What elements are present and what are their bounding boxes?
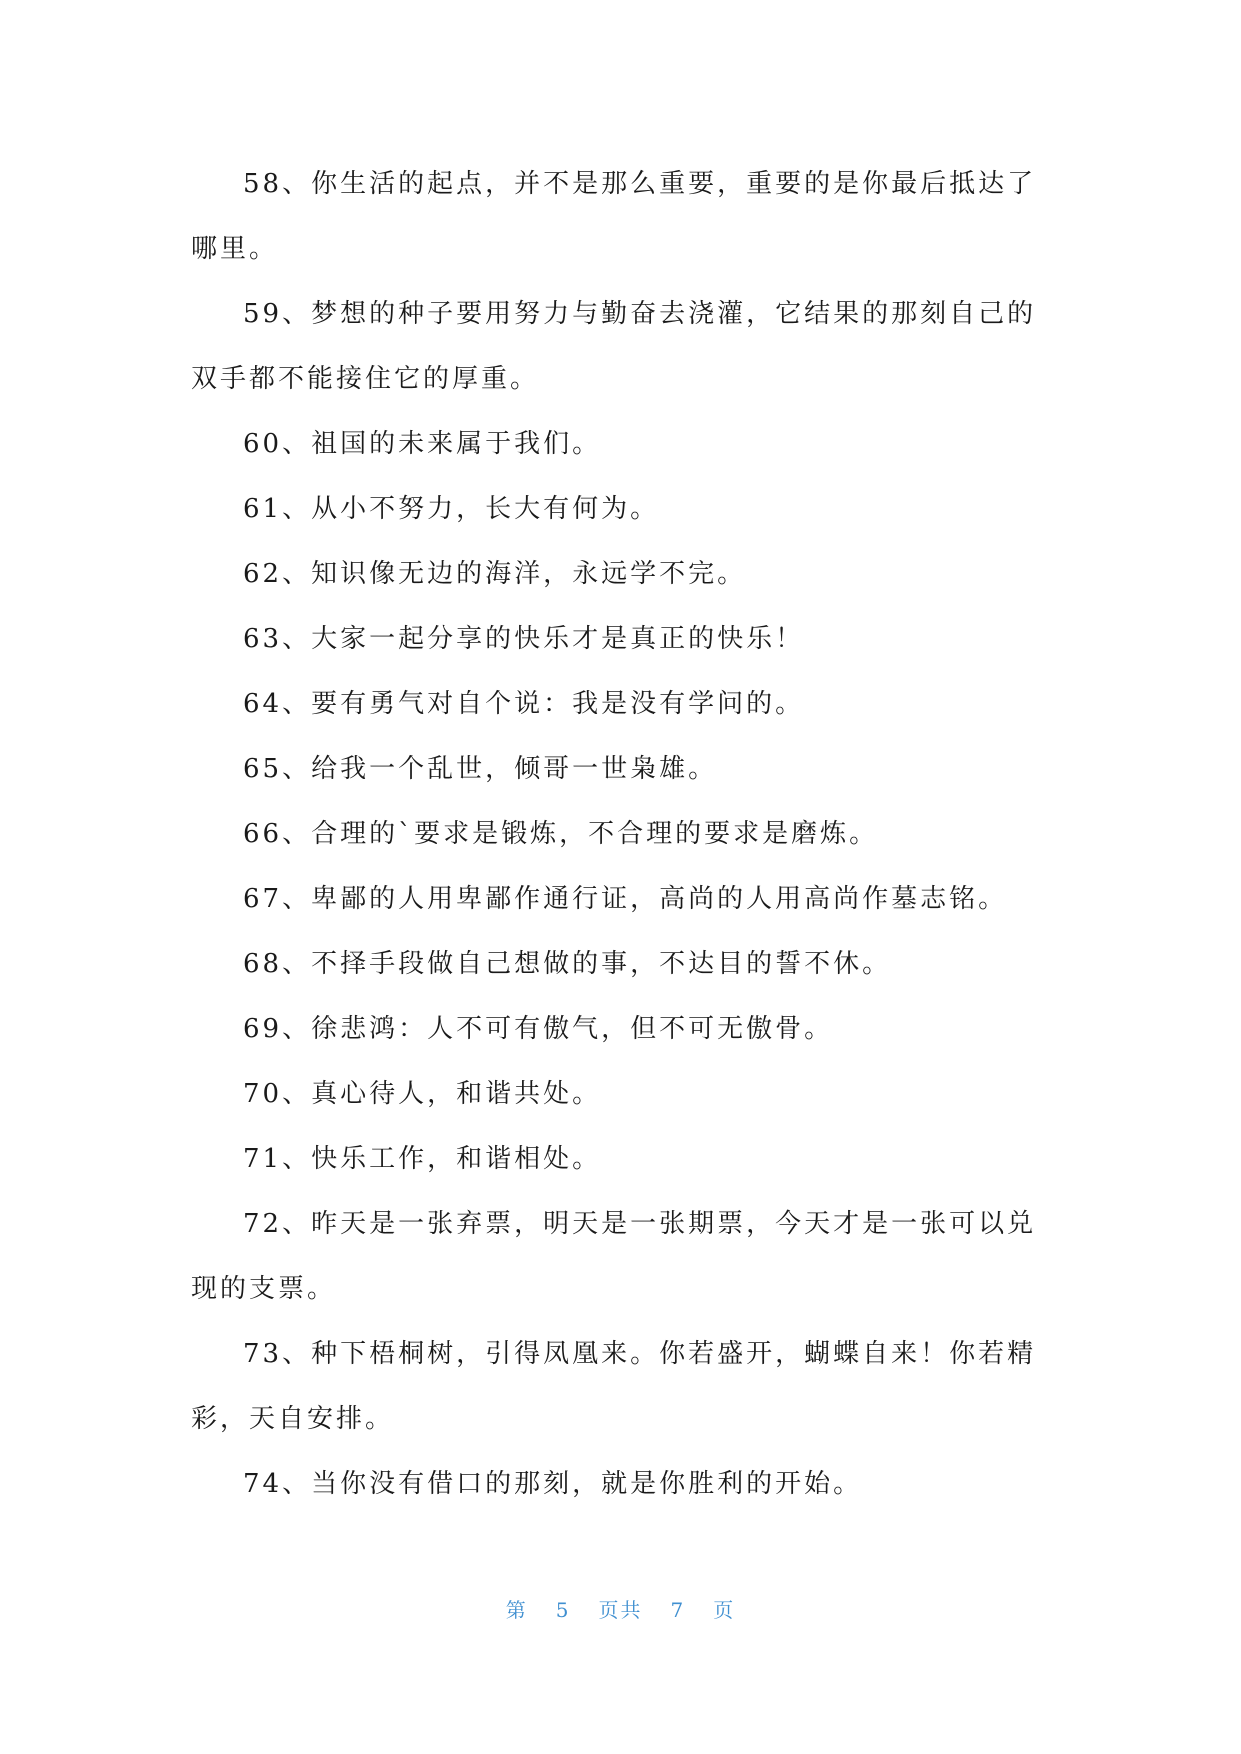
paragraph-67: 67、卑鄙的人用卑鄙作通行证，高尚的人用高尚作墓志铭。 (243, 884, 1008, 914)
document-body (191, 152, 1041, 1517)
paragraph-60: 60、祖国的未来属于我们。 (243, 429, 602, 459)
paragraph-65: 65、给我一个乱世，倾哥一世枭雄。 (243, 754, 718, 784)
footer-prefix: 第 (505, 1598, 528, 1622)
paragraph-64: 64、要有勇气对自个说：我是没有学问的。 (243, 689, 805, 719)
paragraph-73: 73、种下梧桐树，引得凤凰来。你若盛开，蝴蝶自来！你若精彩，天自安排。 (191, 1339, 1037, 1434)
paragraph-61: 61、从小不努力，长大有何为。 (243, 494, 660, 524)
footer-suffix: 页 (713, 1598, 736, 1622)
page-footer (0, 1594, 1241, 1623)
paragraph-59: 59、梦想的种子要用努力与勤奋去浇灌，它结果的那刻自己的双手都不能接住它的厚重。 (191, 299, 1037, 394)
paragraph-70: 70、真心待人，和谐共处。 (243, 1079, 602, 1109)
footer-current-page: 5 (555, 1598, 571, 1622)
paragraph-63: 63、大家一起分享的快乐才是真正的快乐！ (243, 624, 805, 654)
footer-middle: 页共 (598, 1598, 643, 1622)
paragraph-74: 74、当你没有借口的那刻，就是你胜利的开始。 (243, 1469, 863, 1499)
paragraph-66: 66、合理的`要求是锻炼，不合理的要求是磨炼。 (243, 819, 879, 849)
paragraph-69: 69、徐悲鸿：人不可有傲气，但不可无傲骨。 (243, 1014, 834, 1044)
paragraph-72: 72、昨天是一张弃票，明天是一张期票，今天才是一张可以兑现的支票。 (191, 1209, 1037, 1304)
paragraph-62: 62、知识像无边的海洋，永远学不完。 (243, 559, 747, 589)
paragraph-58: 58、你生活的起点，并不是那么重要，重要的是你最后抵达了哪里。 (191, 169, 1037, 264)
footer-total-pages: 7 (670, 1598, 686, 1622)
paragraph-71: 71、快乐工作，和谐相处。 (243, 1144, 602, 1174)
paragraph-68: 68、不择手段做自己想做的事，不达目的誓不休。 (243, 949, 892, 979)
